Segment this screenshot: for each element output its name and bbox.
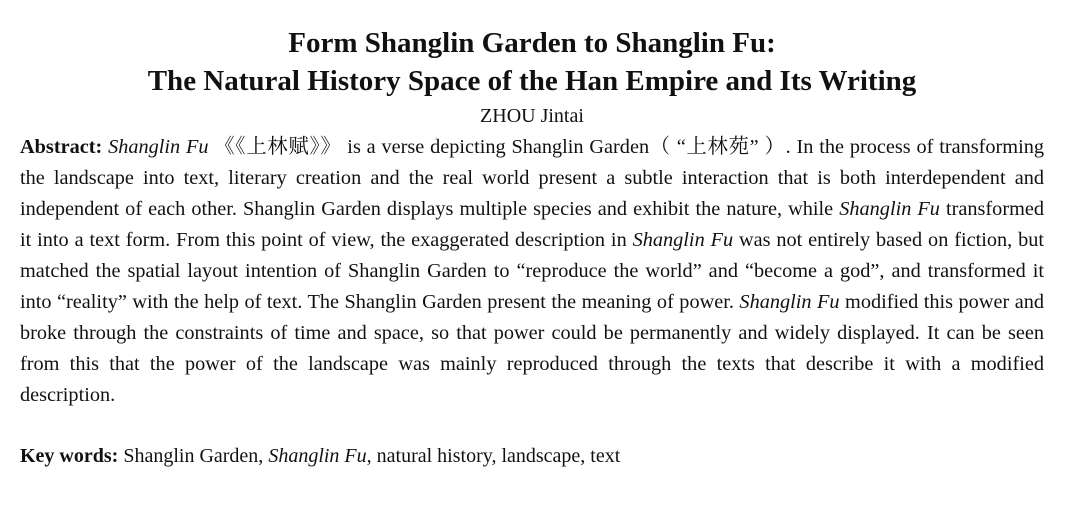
abstract-text-italic: Shanglin Fu [108, 136, 209, 158]
paper-page [20, 24, 1044, 472]
abstract-text: was not entirely based on fiction, but matched the spatial layout intention of Shanglin Garden to “reproduce the world” and “become a god”, and transformed it into “reality” with the help of text. The Shanglin Garden present the meaning of power. [20, 229, 1045, 313]
keywords-label: Key words: [20, 445, 119, 467]
title-line-1: Form Shanglin Garden to Shanglin Fu: [288, 27, 776, 59]
abstract-paragraph [20, 132, 1044, 411]
abstract-text: transformed it into a text form. From this point of view, the exaggerated description in [20, 198, 1044, 251]
paper-title [20, 24, 1044, 100]
keywords-line [20, 441, 1044, 472]
abstract-text: modified this power and broke through the constraints of time and space, so that power could be permanently and widely displayed. It can be seen from this that the power of the landscape was mainly reproduced through the texts that describe it with a modified description. [20, 291, 1044, 406]
abstract-text-italic: Shanglin Fu [839, 198, 940, 220]
abstract-text-italic: Shanglin Fu [632, 229, 734, 251]
author-name: ZHOU Jintai [480, 105, 584, 127]
keyword-text-italic: Shanglin Fu [268, 445, 367, 467]
abstract-text: 《《上林赋》》 is a verse depicting Shanglin Garden（ “上林苑” ）. In the process of transforming the landscape into text, literary creation and the real world present a subtle interaction that is both interdependent and independent of each other. Shanglin Garden displays multiple species and exhibit the nature, while [20, 136, 1044, 220]
abstract-text-italic: Shanglin Fu [739, 291, 840, 313]
abstract-label: Abstract: [20, 136, 103, 158]
title-line-2: The Natural History Space of the Han Empire and Its Writing [147, 65, 917, 97]
keyword-text: , natural history, landscape, text [366, 445, 621, 467]
keyword-text: Shanglin Garden, [123, 445, 269, 467]
